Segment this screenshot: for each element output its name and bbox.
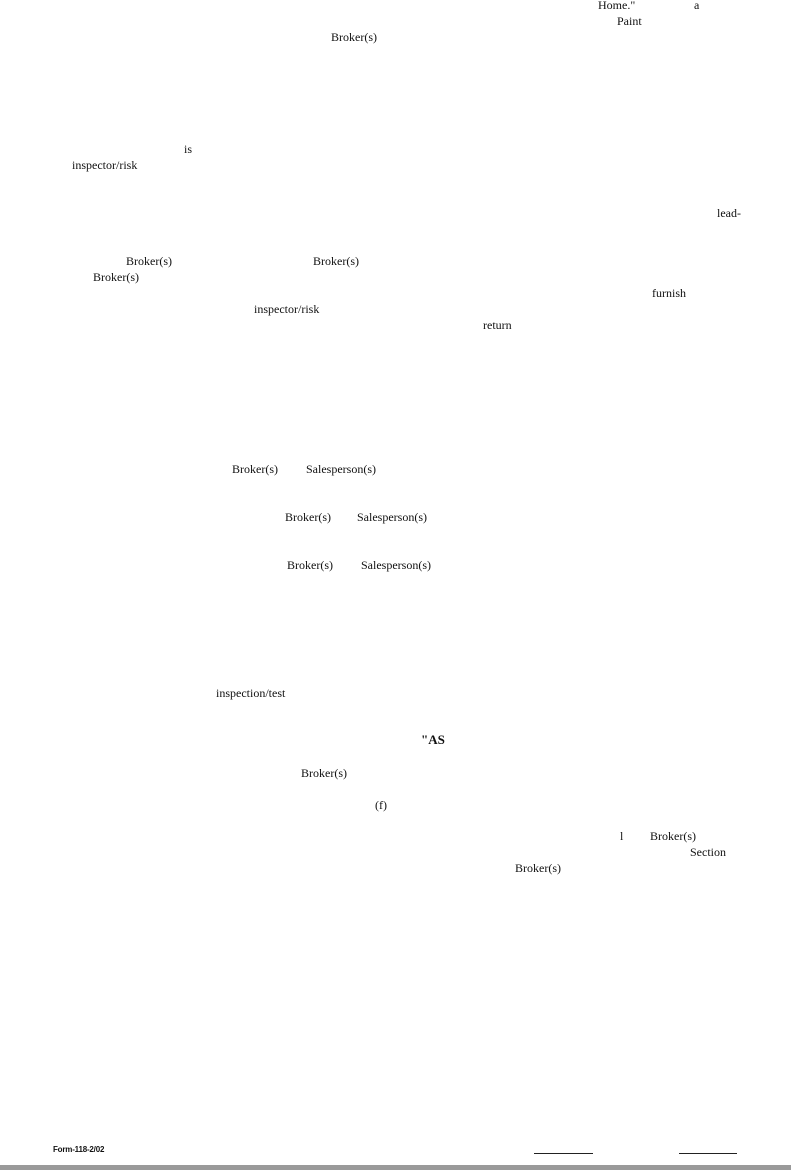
initials-line-right	[679, 1153, 737, 1154]
word-inspection-test: inspection/test	[216, 686, 286, 700]
word-broker: Broker(s)	[331, 30, 377, 44]
form-id: Form-118-2/02	[53, 1145, 105, 1154]
word-salesperson: Salesperson(s)	[357, 510, 427, 524]
initials-line-left	[534, 1153, 593, 1154]
word-salesperson: Salesperson(s)	[306, 462, 376, 476]
word-as-bold: "AS	[421, 732, 445, 747]
word-a: a	[694, 0, 700, 12]
word-home: Home."	[598, 0, 636, 12]
word-broker: Broker(s)	[650, 829, 696, 843]
word-broker: Broker(s)	[301, 766, 347, 780]
word-salesperson: Salesperson(s)	[361, 558, 431, 572]
word-broker: Broker(s)	[232, 462, 278, 476]
word-broker: Broker(s)	[93, 270, 139, 284]
word-broker: Broker(s)	[287, 558, 333, 572]
word-is: is	[184, 142, 193, 156]
word-inspector-risk: inspector/risk	[72, 158, 138, 172]
word-paint: Paint	[617, 14, 642, 28]
page-bottom-edge	[0, 1165, 791, 1170]
word-return: return	[483, 318, 512, 332]
word-lead: lead-	[717, 206, 741, 220]
word-broker: Broker(s)	[515, 861, 561, 875]
word-broker: Broker(s)	[126, 254, 172, 268]
word-inspector-risk: inspector/risk	[254, 302, 320, 316]
word-section: Section	[690, 845, 726, 859]
word-broker: Broker(s)	[313, 254, 359, 268]
word-l: l	[620, 829, 624, 843]
word-broker: Broker(s)	[285, 510, 331, 524]
word-f: (f)	[375, 798, 387, 812]
word-furnish: furnish	[652, 286, 686, 300]
